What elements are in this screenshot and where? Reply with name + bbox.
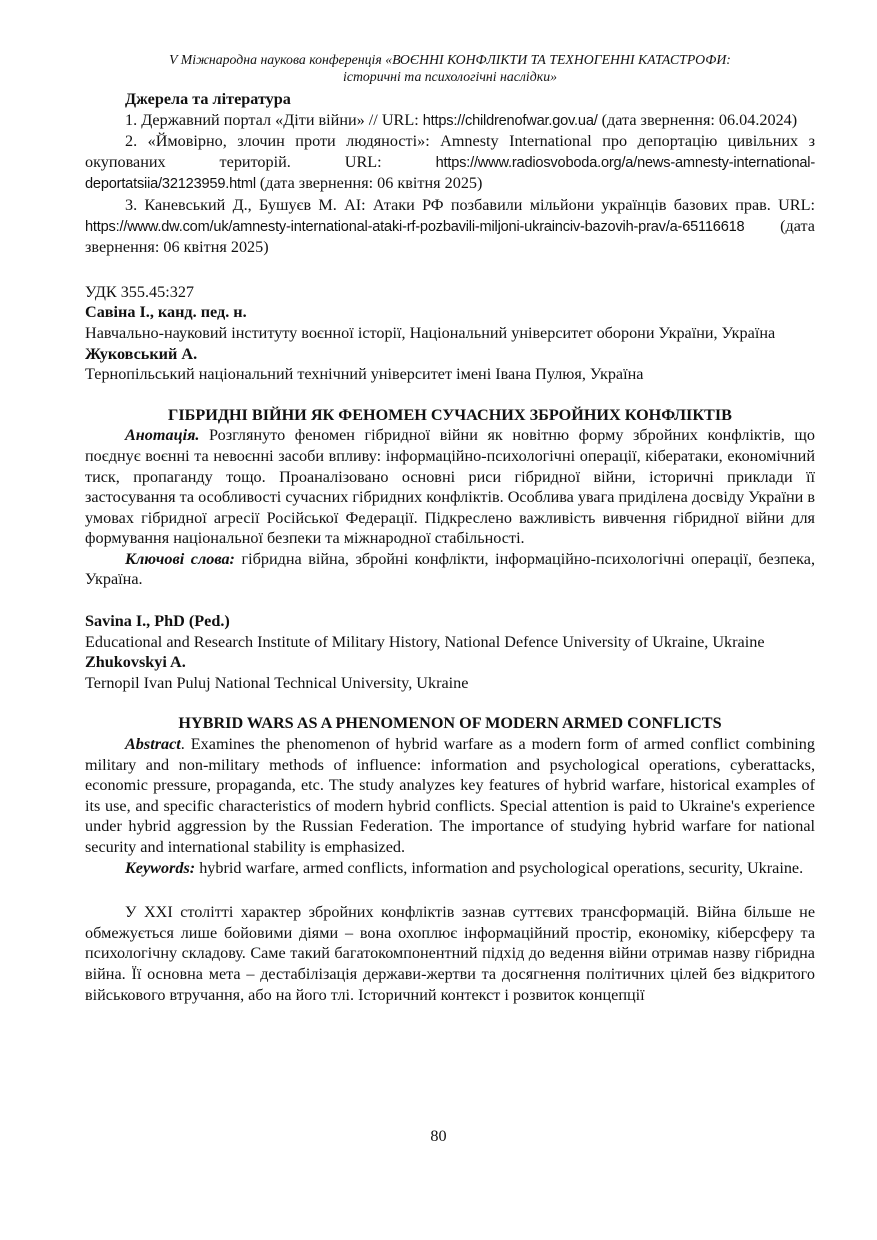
keywords-ua: Ключові слова: гібридна війна, збройні конфлікти, інформаційно-психологічні операції, безпека, Україна. bbox=[85, 549, 815, 589]
author-name-ua-2: Жуковський А. bbox=[85, 344, 198, 363]
keywords-ua-label: Ключові слова: bbox=[125, 549, 235, 568]
abstract-en: Abstract. Examines the phenomenon of hybrid warfare as a modern form of armed conflict combining military and non-military methods of influence: information and psychological operations, cyberattacks, economic pressure, propaganda, etc. The study analyzes key features of hybrid warfare, historical examples of its use, and specific characteristics of modern hybrid conflicts. Special attention is paid to Ukraine's experience under hybrid aggression by the Russian Federation. The importance of studying hybrid warfare for national security and international stability is emphasized. bbox=[85, 735, 815, 856]
running-header-line-2: історичні та психологічні наслідки» bbox=[342, 68, 557, 84]
keywords-en: Keywords: hybrid warfare, armed conflicts, information and psychological operations, security, Ukraine. bbox=[125, 858, 804, 877]
udk-code: УДК 355.45:327 bbox=[85, 282, 195, 301]
author-name-en-1: Savina I., PhD (Ped.) bbox=[85, 612, 230, 631]
author-affiliation-ua-2: Тернопільський національний технічний університет імені Івана Пулюя, Україна bbox=[85, 365, 644, 384]
body-paragraph: У XXI столітті характер збройних конфліктів зазнав суттєвих трансформацій. Війна більше не обмежується лише бойовими діями – вона охоплює інформаційний простір, економіку, кіберсферу та психологічну складову. Саме такий багатокомпонентний підхід до ведення війни отримав назву гібридна війна. Її основна мета – дестабілізація держави-жертви та досягнення політичних цілей без відкритого військового втручання, або на його тлі. Історичний контекст і розвиток концепції bbox=[85, 903, 815, 1004]
author-affiliation-en-1: Educational and Research Institute of Military History, National Defence University of Ukraine, Ukraine bbox=[85, 632, 765, 651]
references-heading: Джерела та література bbox=[125, 90, 291, 108]
author-affiliation-en-2: Ternopil Ivan Puluj National Technical University, Ukraine bbox=[85, 673, 469, 692]
reference-item-1: 1. Державний портал «Діти війни» // URL: https://childrenofwar.gov.ua/ (дата звернення: 06.04.2024) bbox=[125, 110, 798, 129]
page-number: 80 bbox=[430, 1127, 447, 1145]
reference-link-2[interactable]: https://www.radiosvoboda.org/a/news-amnesty-international-deportatsiia/32123959.html bbox=[85, 154, 815, 193]
running-header-line-1: V Міжнародна наукова конференція «ВОЄННІ КОНФЛІКТИ ТА ТЕХНОГЕННІ КАТАСТРОФИ: bbox=[169, 52, 731, 67]
reference-item-2: 2. «Ймовірно, злочин проти людяності»: Amnesty International про депортацію цивільних з окупованих територій. URL: https://www.radiosvoboda.org/a/news-amnesty-international-deportatsiia/32123959.html (дата звернення: 06 квітня 2025) bbox=[85, 132, 815, 193]
keywords-en-label: Keywords: bbox=[125, 858, 196, 877]
author-name-en-2: Zhukovskyi A. bbox=[85, 653, 186, 672]
paper-page bbox=[85, 52, 815, 1005]
author-affiliation-ua-1: Навчально-науковий інституту воєнної історії, Національний університет оборони України, Україна bbox=[85, 323, 776, 342]
author-name-ua-1: Савіна І., канд. пед. н. bbox=[85, 303, 247, 322]
article-title-ua: ГІБРИДНІ ВІЙНИ ЯК ФЕНОМЕН СУЧАСНИХ ЗБРОЙНИХ КОНФЛІКТІВ bbox=[168, 405, 732, 424]
reference-link-1[interactable]: https://childrenofwar.gov.ua/ bbox=[422, 112, 598, 129]
reference-item-3: 3. Каневський Д., Бушуєв М. AI: Атаки РФ позбавили мільйони українців базових прав. URL: https://www.dw.com/uk/amnesty-international-ataki-rf-pozbavili-miljoni-ukrainciv-bazovih-prav/a-65116618 (дата звернення: 06 квітня 2025) bbox=[85, 195, 815, 257]
article-title-en: HYBRID WARS AS A PHENOMENON OF MODERN ARMED CONFLICTS bbox=[178, 714, 722, 733]
abstract-ua: Анотація. Розглянуто феномен гібридної війни як новітню форму збройних конфліктів, що поєднує воєнні та невоєнні засоби впливу: інформаційно-психологічні операції, кібератаки, економічний тиск, пропаганду тощо. Проаналізовано основні риси гібридної війни, історичні приклади її застосування та особливості сучасних гібридних конфліктів. Особлива увага приділена досвіду України в умовах гібридної агресії Російської Федерації. Підкреслено важливість вивчення гібридної війни для формування національної безпеки та міжнародної стабільності. bbox=[85, 426, 815, 548]
reference-link-3[interactable]: https://www.dw.com/uk/amnesty-international-ataki-rf-pozbavili-miljoni-ukrainciv-bazovih-prav/a-65116618 bbox=[85, 218, 745, 235]
abstract-en-label: Abstract bbox=[125, 735, 181, 754]
abstract-ua-label: Анотація. bbox=[125, 426, 200, 445]
running-header bbox=[85, 52, 815, 85]
